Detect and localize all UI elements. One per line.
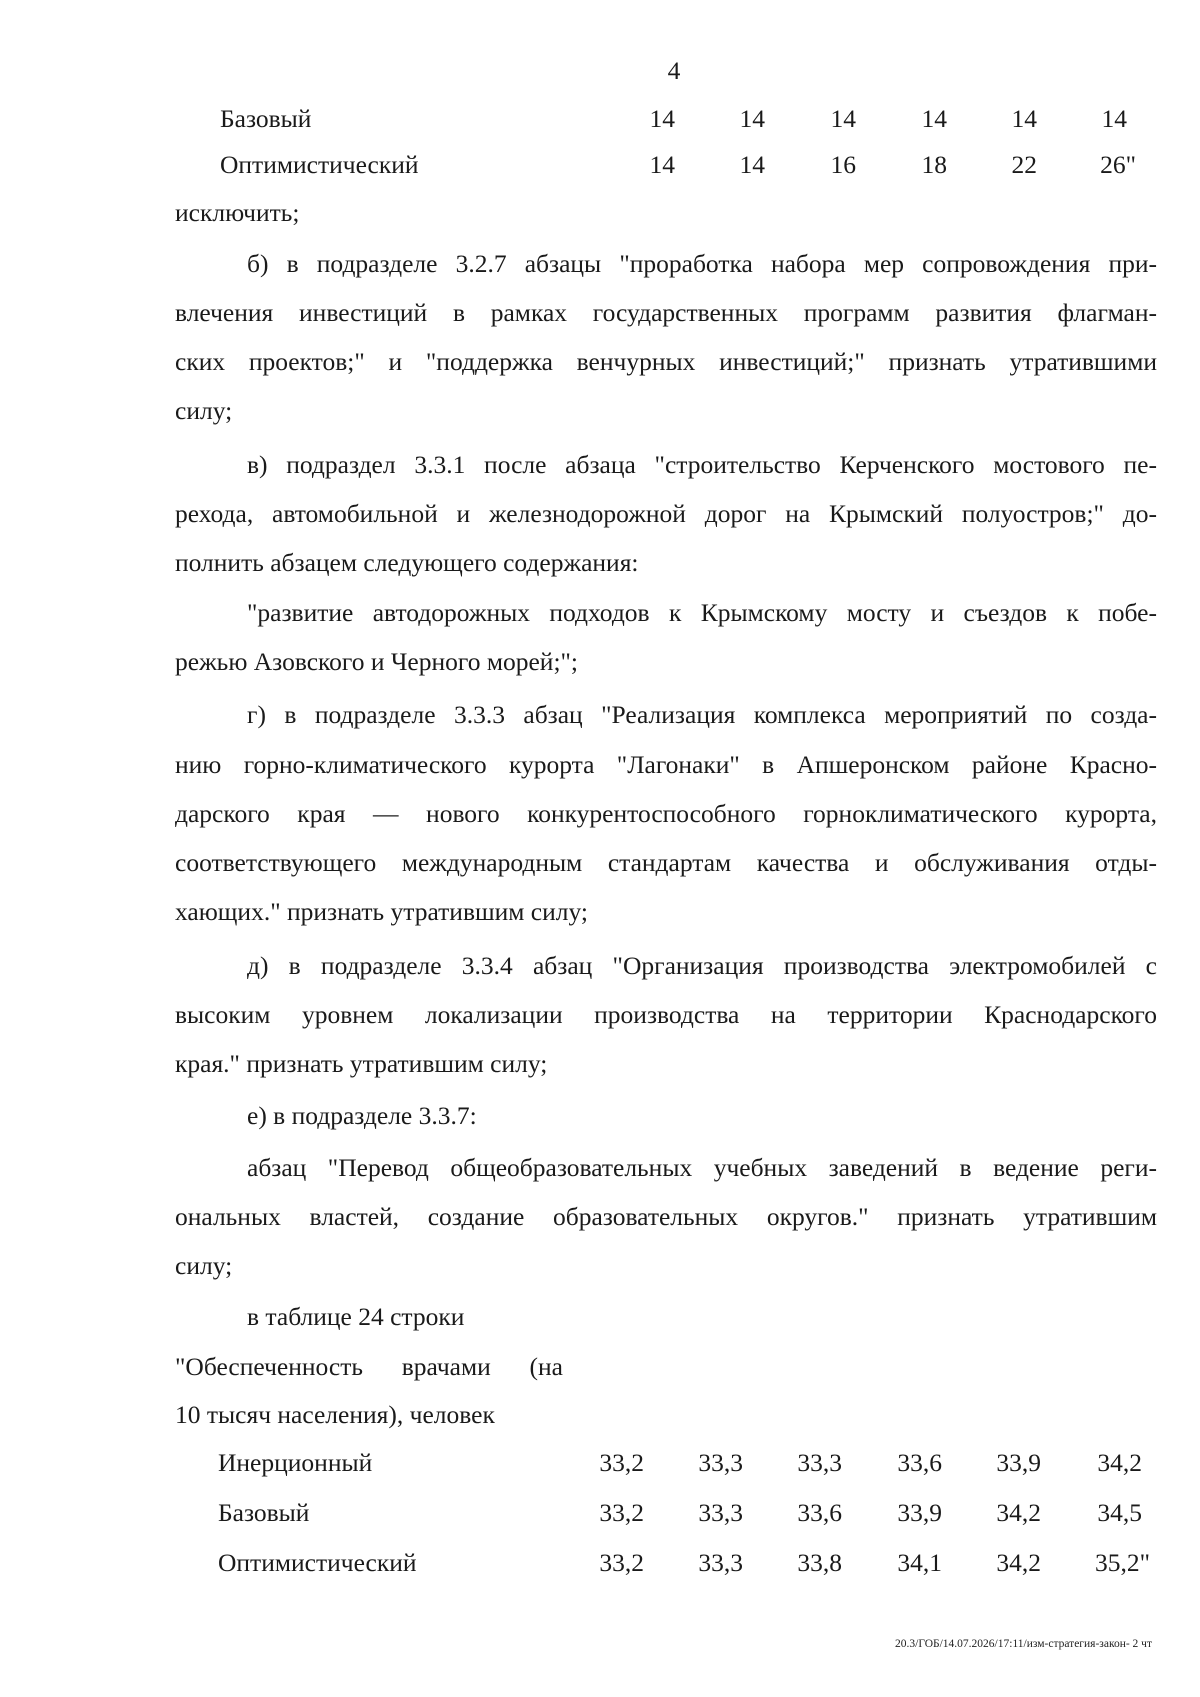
row-label: Базовый [220,104,312,133]
text-line: абзац "Перевод общеобразовательных учебных заведений в ведение реги- [247,1153,1157,1182]
table-cell: 33,3 [698,1498,743,1527]
text-line: режью Азовского и Черного морей;"; [175,647,579,676]
row-label: Оптимистический [220,150,419,179]
table-cell: 34,2 [996,1498,1041,1527]
text-line: "Обеспеченность врачами (на [175,1352,563,1381]
text-line: влечения инвестиций в рамках государственных программ развития флагман- [175,298,1157,327]
text-line: силу; [175,396,233,425]
table-cell: 33,2 [599,1498,644,1527]
table-cell: 34,5 [1097,1498,1142,1527]
text-line: исключить; [175,198,300,227]
table-cell: 14 [1101,104,1127,133]
table-cell: 33,3 [797,1448,842,1477]
row-label: Базовый [218,1498,310,1527]
text-line: в) подраздел 3.3.1 после абзаца "строительство Керченского мостового пе- [247,450,1157,479]
text-line: дарского края — нового конкурентоспособного горноклиматического курорта, [175,799,1157,828]
text-line: рехода, автомобильной и железнодорожной дорог на Крымский полуостров;" до- [175,499,1157,528]
text-line: высоким уровнем локализации производства на территории Краснодарского [175,1000,1157,1029]
text-line: "развитие автодорожных подходов к Крымскому мосту и съездов к побе- [247,598,1157,627]
text-line: е) в подразделе 3.3.7: [247,1101,477,1130]
table-cell: 14 [649,150,675,179]
text-line: д) в подразделе 3.3.4 абзац "Организация производства электромобилей с [247,951,1157,980]
text-line: нию горно-климатического курорта "Лагонаки" в Апшеронском районе Красно- [175,750,1157,779]
table-cell: 33,6 [897,1448,942,1477]
page-number: 4 [667,56,681,85]
table-cell: 14 [921,104,947,133]
table-cell: 14 [830,104,856,133]
table-cell: 33,3 [698,1548,743,1577]
text-line: 10 тысяч населения), человек [175,1400,495,1429]
table-cell: 26" [1100,150,1136,179]
document-footer-code: 20.3/ГОБ/14.07.2026/17:11/изм-стратегия-закон- 2 чт [895,1638,1152,1650]
table-cell: 33,9 [897,1498,942,1527]
table-cell: 22 [1011,150,1037,179]
table-cell: 33,2 [599,1548,644,1577]
table-cell: 35,2" [1094,1548,1150,1577]
text-line: в таблице 24 строки [247,1302,465,1331]
table-cell: 33,6 [797,1498,842,1527]
table-cell: 14 [739,150,765,179]
table-cell: 14 [649,104,675,133]
text-line: хающих." признать утратившим силу; [175,897,588,926]
table-cell: 34,2 [1097,1448,1142,1477]
text-line: ских проектов;" и "поддержка венчурных инвестиций;" признать утратившими [175,347,1157,376]
table-cell: 14 [739,104,765,133]
text-line: силу; [175,1251,233,1280]
table-cell: 33,9 [996,1448,1041,1477]
table-cell: 34,2 [996,1548,1041,1577]
table-cell: 33,2 [599,1448,644,1477]
text-line: б) в подразделе 3.2.7 абзацы "проработка набора мер сопровождения при- [247,249,1157,278]
text-line: ональных властей, создание образовательных округов." признать утратившим [175,1202,1157,1231]
text-line: г) в подразделе 3.3.3 абзац "Реализация комплекса мероприятий по созда- [247,700,1157,729]
table-cell: 16 [830,150,856,179]
table-cell: 33,3 [698,1448,743,1477]
table-cell: 14 [1011,104,1037,133]
table-cell: 34,1 [897,1548,942,1577]
text-line: соответствующего международным стандартам качества и обслуживания отды- [175,848,1157,877]
table-cell: 33,8 [797,1548,842,1577]
row-label: Оптимистический [218,1548,417,1577]
table-cell: 18 [921,150,947,179]
text-line: полнить абзацем следующего содержания: [175,548,639,577]
row-label: Инерционный [218,1448,373,1477]
text-line: края." признать утратившим силу; [175,1049,548,1078]
